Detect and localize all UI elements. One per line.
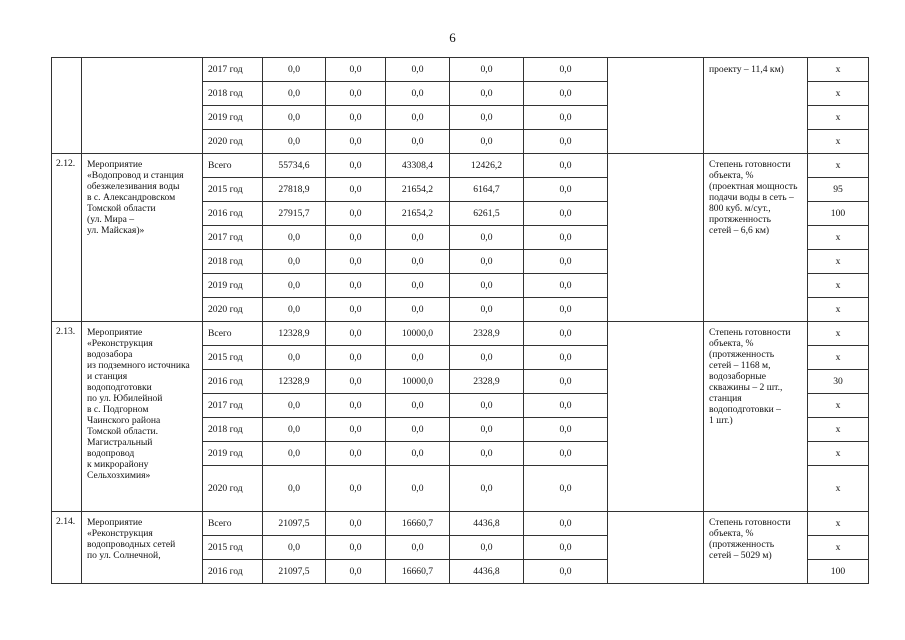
measure-number: 2.13. — [52, 322, 82, 512]
value-cell-2: 0,0 — [326, 346, 386, 370]
value-cell-3: 0,0 — [386, 274, 450, 298]
value-cell-3: 0,0 — [386, 250, 450, 274]
value-cell-1: 0,0 — [263, 298, 326, 322]
blank-cell — [608, 154, 704, 322]
year-cell: 2016 год — [203, 370, 263, 394]
value-cell-3: 16660,7 — [386, 512, 450, 536]
value-cell-4: 0,0 — [450, 130, 524, 154]
measure-number: 2.12. — [52, 154, 82, 322]
value-cell-1: 21097,5 — [263, 512, 326, 536]
value-cell-1: 0,0 — [263, 466, 326, 512]
year-cell: Всего — [203, 512, 263, 536]
year-cell: 2016 год — [203, 202, 263, 226]
value-cell-5: 0,0 — [524, 130, 608, 154]
result-cell: x — [808, 130, 869, 154]
year-cell: Всего — [203, 322, 263, 346]
value-cell-3: 0,0 — [386, 58, 450, 82]
value-cell-5: 0,0 — [524, 226, 608, 250]
value-cell-5: 0,0 — [524, 178, 608, 202]
value-cell-5: 0,0 — [524, 106, 608, 130]
value-cell-1: 27818,9 — [263, 178, 326, 202]
value-cell-4: 0,0 — [450, 226, 524, 250]
value-cell-5: 0,0 — [524, 154, 608, 178]
value-cell-3: 0,0 — [386, 442, 450, 466]
value-cell-2: 0,0 — [326, 202, 386, 226]
value-cell-4: 0,0 — [450, 346, 524, 370]
indicator-cell: Степень готовности объекта, % (проектная мощность подачи воды в сеть – 800 куб. м/сут., протяженность сетей – 6,6 км) — [704, 154, 808, 322]
value-cell-2: 0,0 — [326, 226, 386, 250]
result-cell: x — [808, 512, 869, 536]
result-cell: x — [808, 442, 869, 466]
measure-name — [82, 58, 203, 154]
value-cell-4: 0,0 — [450, 58, 524, 82]
value-cell-3: 10000,0 — [386, 322, 450, 346]
table-row — [52, 154, 869, 178]
value-cell-5: 0,0 — [524, 442, 608, 466]
year-cell: 2020 год — [203, 130, 263, 154]
measure-name: Мероприятие «Водопровод и станция обезжелезивания воды в с. Александровском Томской области (ул. Мира – ул. Майская)» — [82, 154, 203, 322]
value-cell-4: 0,0 — [450, 442, 524, 466]
result-cell: x — [808, 154, 869, 178]
result-cell: x — [808, 322, 869, 346]
value-cell-4: 2328,9 — [450, 370, 524, 394]
value-cell-5: 0,0 — [524, 274, 608, 298]
value-cell-1: 0,0 — [263, 130, 326, 154]
value-cell-2: 0,0 — [326, 512, 386, 536]
value-cell-2: 0,0 — [326, 178, 386, 202]
value-cell-2: 0,0 — [326, 106, 386, 130]
value-cell-4: 6261,5 — [450, 202, 524, 226]
value-cell-2: 0,0 — [326, 418, 386, 442]
result-cell: x — [808, 466, 869, 512]
value-cell-4: 0,0 — [450, 418, 524, 442]
value-cell-1: 55734,6 — [263, 154, 326, 178]
year-cell: 2018 год — [203, 418, 263, 442]
year-cell: 2019 год — [203, 442, 263, 466]
value-cell-2: 0,0 — [326, 58, 386, 82]
year-cell: 2019 год — [203, 106, 263, 130]
value-cell-4: 2328,9 — [450, 322, 524, 346]
indicator-cell: проекту – 11,4 км) — [704, 58, 808, 154]
value-cell-5: 0,0 — [524, 58, 608, 82]
value-cell-2: 0,0 — [326, 560, 386, 584]
table-row — [52, 322, 869, 346]
year-cell: 2017 год — [203, 394, 263, 418]
value-cell-5: 0,0 — [524, 370, 608, 394]
blank-cell — [608, 512, 704, 584]
blank-cell — [608, 322, 704, 512]
value-cell-3: 16660,7 — [386, 560, 450, 584]
value-cell-5: 0,0 — [524, 298, 608, 322]
value-cell-2: 0,0 — [326, 536, 386, 560]
year-cell: 2020 год — [203, 298, 263, 322]
value-cell-5: 0,0 — [524, 202, 608, 226]
value-cell-1: 0,0 — [263, 536, 326, 560]
value-cell-1: 0,0 — [263, 418, 326, 442]
value-cell-1: 0,0 — [263, 274, 326, 298]
result-cell: x — [808, 106, 869, 130]
result-cell: x — [808, 82, 869, 106]
value-cell-3: 0,0 — [386, 82, 450, 106]
value-cell-2: 0,0 — [326, 298, 386, 322]
indicator-cell: Степень готовности объекта, % (протяженность сетей – 1168 м, водозаборные скважины – 2 шт., станция водоподготовки – 1 шт.) — [704, 322, 808, 512]
value-cell-2: 0,0 — [326, 154, 386, 178]
measure-number — [52, 58, 82, 154]
year-cell: 2017 год — [203, 58, 263, 82]
result-cell: x — [808, 274, 869, 298]
result-cell: 95 — [808, 178, 869, 202]
value-cell-5: 0,0 — [524, 466, 608, 512]
value-cell-3: 43308,4 — [386, 154, 450, 178]
value-cell-4: 0,0 — [450, 106, 524, 130]
value-cell-3: 10000,0 — [386, 370, 450, 394]
result-cell: 100 — [808, 202, 869, 226]
measure-number: 2.14. — [52, 512, 82, 584]
result-cell: x — [808, 58, 869, 82]
value-cell-3: 0,0 — [386, 298, 450, 322]
value-cell-5: 0,0 — [524, 394, 608, 418]
result-cell: x — [808, 346, 869, 370]
result-cell: 30 — [808, 370, 869, 394]
value-cell-5: 0,0 — [524, 322, 608, 346]
value-cell-1: 27915,7 — [263, 202, 326, 226]
value-cell-2: 0,0 — [326, 250, 386, 274]
value-cell-1: 0,0 — [263, 106, 326, 130]
value-cell-4: 0,0 — [450, 536, 524, 560]
value-cell-4: 0,0 — [450, 466, 524, 512]
value-cell-4: 4436,8 — [450, 560, 524, 584]
value-cell-3: 0,0 — [386, 536, 450, 560]
value-cell-4: 12426,2 — [450, 154, 524, 178]
page-number: 6 — [449, 30, 456, 45]
year-cell: 2015 год — [203, 346, 263, 370]
result-cell: x — [808, 298, 869, 322]
value-cell-4: 6164,7 — [450, 178, 524, 202]
year-cell: 2016 год — [203, 560, 263, 584]
measure-name: Мероприятие «Реконструкция водопроводных сетей по ул. Солнечной, — [82, 512, 203, 584]
value-cell-2: 0,0 — [326, 466, 386, 512]
indicator-cell: Степень готовности объекта, % (протяженность сетей – 5029 м) — [704, 512, 808, 584]
value-cell-5: 0,0 — [524, 82, 608, 106]
value-cell-3: 0,0 — [386, 106, 450, 130]
year-cell: 2019 год — [203, 274, 263, 298]
value-cell-5: 0,0 — [524, 250, 608, 274]
value-cell-4: 0,0 — [450, 274, 524, 298]
measure-name: Мероприятие «Реконструкция водозабора из подземного источника и станция водоподготовки по ул. Юбилейной в с. Подгорном Чаинского района Томской области. Магистральный водопровод к микрорайону Сельхозхимия» — [82, 322, 203, 512]
result-cell: x — [808, 536, 869, 560]
value-cell-2: 0,0 — [326, 394, 386, 418]
value-cell-4: 0,0 — [450, 82, 524, 106]
value-cell-5: 0,0 — [524, 560, 608, 584]
value-cell-5: 0,0 — [524, 536, 608, 560]
value-cell-3: 0,0 — [386, 394, 450, 418]
value-cell-3: 21654,2 — [386, 202, 450, 226]
value-cell-2: 0,0 — [326, 370, 386, 394]
program-table — [51, 57, 869, 584]
table-row — [52, 512, 869, 536]
value-cell-1: 12328,9 — [263, 370, 326, 394]
year-cell: Всего — [203, 154, 263, 178]
year-cell: 2015 год — [203, 178, 263, 202]
value-cell-3: 0,0 — [386, 226, 450, 250]
value-cell-1: 0,0 — [263, 442, 326, 466]
value-cell-3: 0,0 — [386, 418, 450, 442]
result-cell: x — [808, 418, 869, 442]
value-cell-1: 0,0 — [263, 394, 326, 418]
blank-cell — [608, 58, 704, 154]
year-cell: 2018 год — [203, 250, 263, 274]
value-cell-2: 0,0 — [326, 82, 386, 106]
value-cell-5: 0,0 — [524, 418, 608, 442]
value-cell-2: 0,0 — [326, 322, 386, 346]
value-cell-1: 0,0 — [263, 82, 326, 106]
value-cell-5: 0,0 — [524, 346, 608, 370]
value-cell-4: 0,0 — [450, 394, 524, 418]
value-cell-4: 0,0 — [450, 250, 524, 274]
result-cell: x — [808, 250, 869, 274]
value-cell-3: 21654,2 — [386, 178, 450, 202]
value-cell-1: 0,0 — [263, 58, 326, 82]
result-cell: x — [808, 394, 869, 418]
year-cell: 2020 год — [203, 466, 263, 512]
value-cell-3: 0,0 — [386, 466, 450, 512]
value-cell-2: 0,0 — [326, 274, 386, 298]
value-cell-2: 0,0 — [326, 442, 386, 466]
value-cell-1: 0,0 — [263, 226, 326, 250]
value-cell-3: 0,0 — [386, 346, 450, 370]
value-cell-1: 0,0 — [263, 250, 326, 274]
value-cell-2: 0,0 — [326, 130, 386, 154]
value-cell-1: 12328,9 — [263, 322, 326, 346]
value-cell-3: 0,0 — [386, 130, 450, 154]
value-cell-5: 0,0 — [524, 512, 608, 536]
value-cell-1: 0,0 — [263, 346, 326, 370]
result-cell: x — [808, 226, 869, 250]
table-row — [52, 58, 869, 82]
value-cell-1: 21097,5 — [263, 560, 326, 584]
result-cell: 100 — [808, 560, 869, 584]
value-cell-4: 0,0 — [450, 298, 524, 322]
year-cell: 2018 год — [203, 82, 263, 106]
value-cell-4: 4436,8 — [450, 512, 524, 536]
year-cell: 2017 год — [203, 226, 263, 250]
year-cell: 2015 год — [203, 536, 263, 560]
